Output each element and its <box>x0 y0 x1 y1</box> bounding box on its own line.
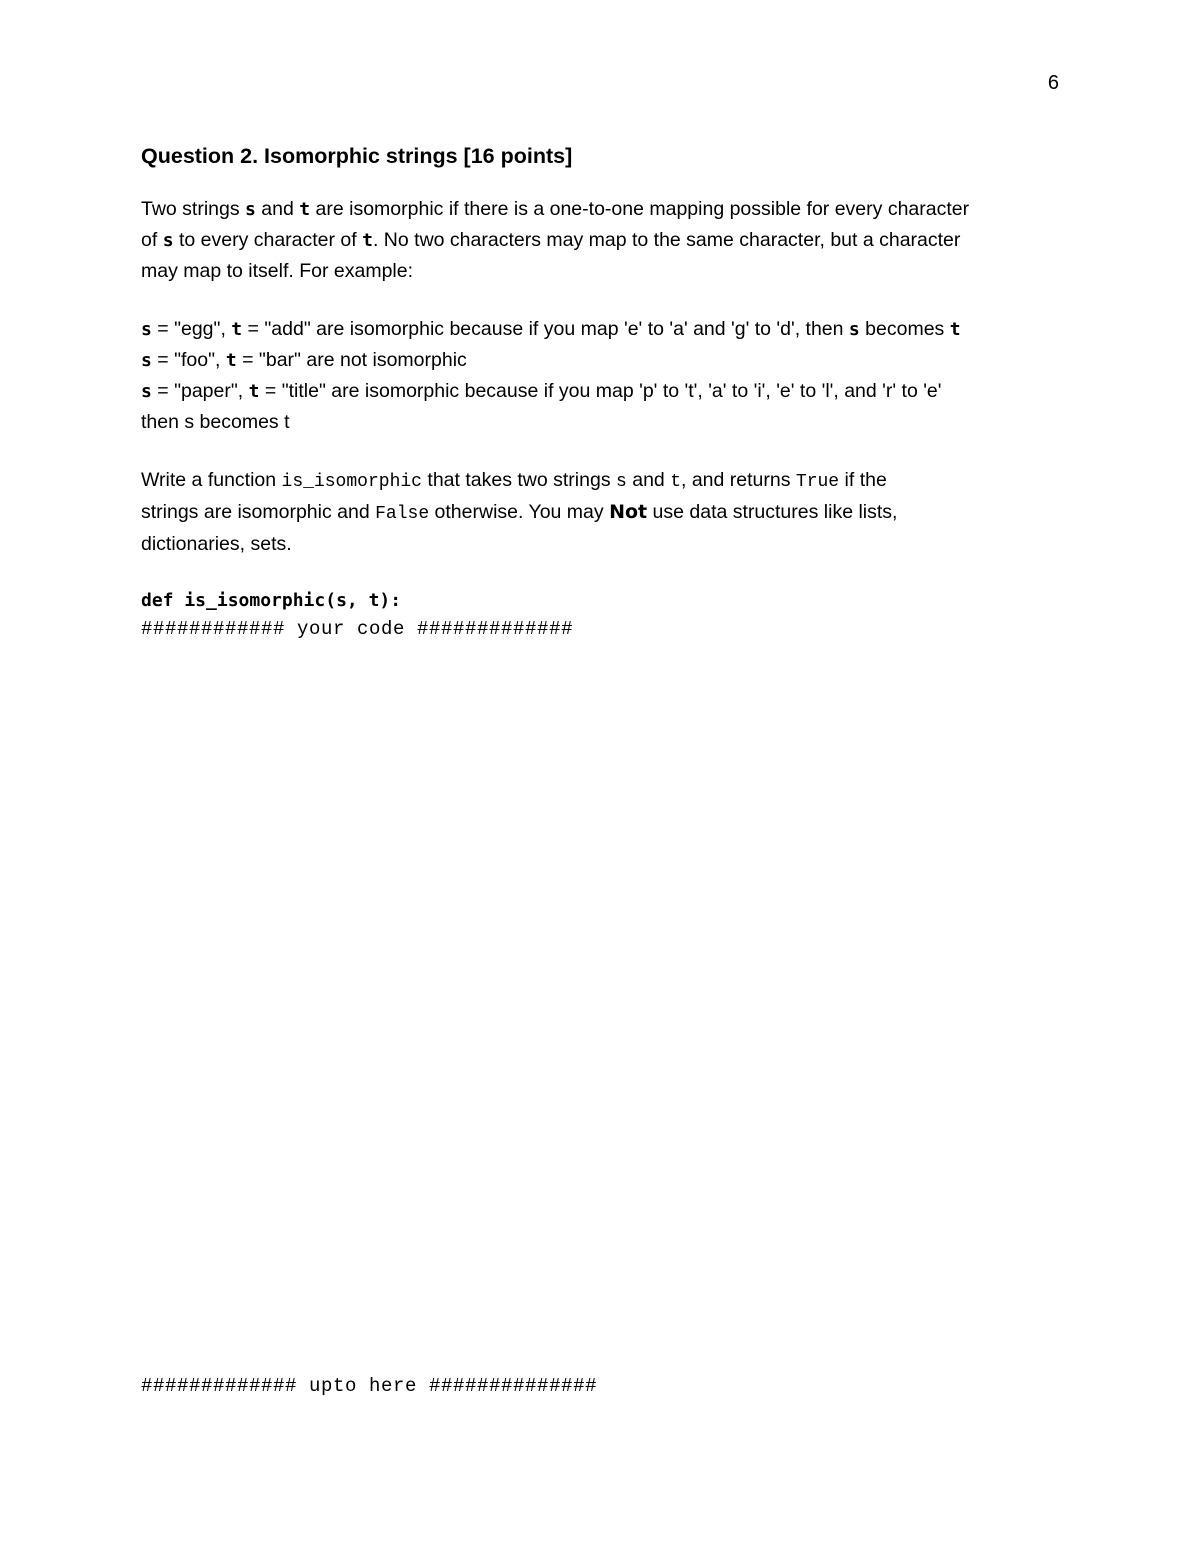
example-3: s = "paper", t = "title" are isomorphic because if you map 'p' to 't', 'a' to 'i', 'e' to 'l', and 'r' to 'e' <box>141 380 942 402</box>
example-2: s = "foo", t = "bar" are not isomorphic <box>141 349 467 371</box>
question-section <box>141 141 1061 643</box>
code-start-comment: ############ your code ############# <box>141 618 574 640</box>
page-number: 6 <box>1047 72 1059 94</box>
intro-paragraph <box>141 194 1061 286</box>
task-line-3: dictionaries, sets. <box>141 533 292 555</box>
code-end-comment: ############# upto here ############## <box>141 1375 598 1397</box>
var-t: t <box>362 230 373 251</box>
true-literal: True <box>795 472 840 492</box>
question-title: Question 2. Isomorphic strings [16 points] <box>141 144 573 168</box>
example-3-continued: then s becomes t <box>141 411 290 433</box>
var-s: s <box>245 199 256 220</box>
function-name: is_isomorphic <box>281 472 422 492</box>
task-paragraph <box>141 465 1061 559</box>
intro-line-2: of s to every character of t. No two characters may map to the same character, but a character <box>141 229 961 251</box>
task-line-2: strings are isomorphic and False otherwise. You may Not use data structures like lists, <box>141 501 898 524</box>
not-emphasis: Not <box>609 501 648 523</box>
var-s: s <box>162 230 174 251</box>
var-t: t <box>299 199 311 220</box>
intro-line-1: Two strings s and t are isomorphic if there is a one-to-one mapping possible for every character <box>141 198 970 220</box>
function-definition: def is_isomorphic(s, t): <box>141 590 402 611</box>
examples-paragraph <box>141 314 1061 437</box>
task-line-1: Write a function is_isomorphic that takes two strings s and t, and returns True if the <box>141 469 887 492</box>
example-1: s = "egg", t = "add" are isomorphic because if you map 'e' to 'a' and 'g' to 'd', then s becomes t <box>141 318 961 340</box>
false-literal: False <box>375 504 430 524</box>
intro-line-3: may map to itself. For example: <box>141 260 414 282</box>
